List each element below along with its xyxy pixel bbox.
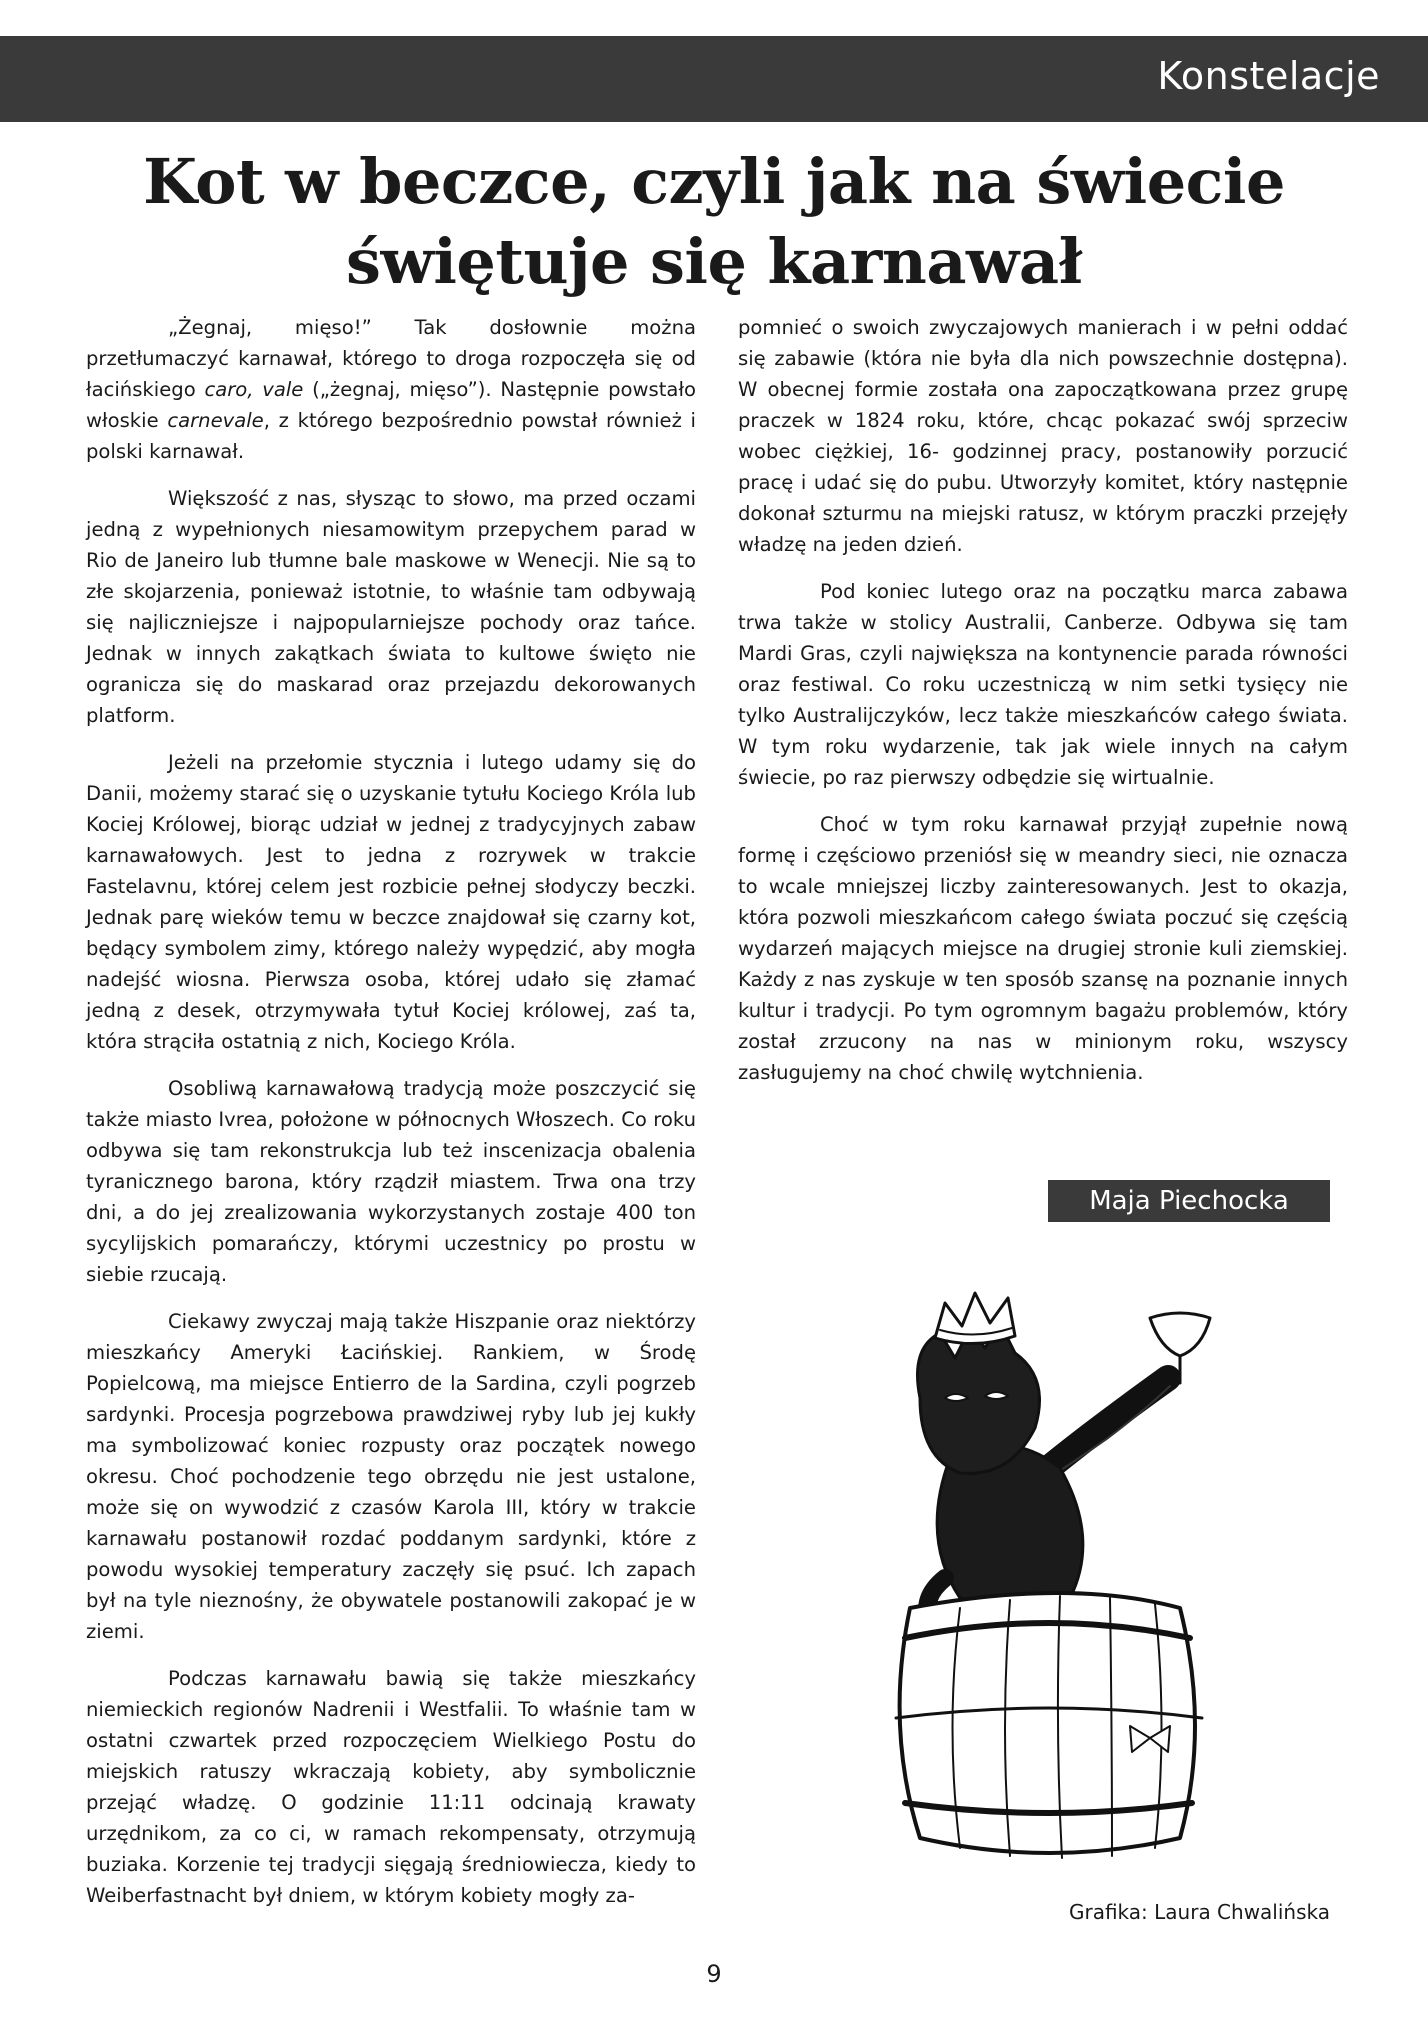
cat-in-barrel-illustration [850,1278,1240,1868]
page-number: 9 [706,1960,722,1988]
section-header-bar [0,36,1428,122]
paragraph: Jeżeli na przełomie stycznia i lutego udamy się do Danii, możemy starać się o uzyskanie tytułu Kociego Króla lub Kociej Królowej, biorąc udział w jednej z tradycyjnych zabaw karnawałowych. Jest to jedna z rozrywek w trakcie Fastelavnu, której celem jest rozbicie pełnej słodyczy beczki. Jednak parę wieków temu w beczce znajdował się czarny kot, będący symbolem zimy, którego należy wypędzić, aby mogła nadejść wiosna. Pierwsza osoba, której udało się złamać jedną z desek, otrzymywała tytuł Kociej królowej, zaś ta, która strąciła ostatnią z nich, Kociego Króla. [86,751,696,1053]
author-badge: Maja Piechocka [1048,1180,1330,1222]
illustration-credit: Grafika: Laura Chwalińska [1068,1900,1330,1924]
article-title: Kot w beczce, czyli jak na świecie świętuje się karnawał [143,145,1285,298]
paragraph: Większość z nas, słysząc to słowo, ma przed oczami jedną z wypełnionych niesamowitym przepychem parad w Rio de Janeiro lub tłumne bale maskowe w Wenecji. Nie są to złe skojarzenia, ponieważ istotnie, to właśnie tam odbywają się najliczniejsze i najpopularniejsze pochody oraz tańce. Jednak w innych zakątkach świata to kultowe święto nie ogranicza się do maskarad oraz przejazdu dekorowanych platform. [86,487,696,727]
paragraph: Pod koniec lutego oraz na początku marca zabawa trwa także w stolicy Australii, Canberze. Odbywa się tam Mardi Gras, czyli największa na kontynencie parada równości oraz festiwal. Co roku uczestniczą w nim setki tysięcy nie tylko Australijczyków, lecz także mieszkańców całego świata. W tym roku wydarzenie, tak jak wiele innych na całym świecie, po raz pierwszy odbędzie się wirtualnie. [738,580,1348,789]
paragraph: Choć w tym roku karnawał przyjął zupełnie nową formę i częściowo przeniósł się w meandry sieci, nie oznacza to wcale mniejszej liczby zainteresowanych. Jest to okazja, która pozwoli mieszkańcom całego świata poczuć się częścią wydarzeń mających miejsce na drugiej stronie kuli ziemskiej. Każdy z nas zyskuje w ten sposób szansę na poznanie innych kultur i tradycji. Po tym ogromnym bagażu problemów, który został zrzucony na nas w minionym roku, wszyscy zasługujemy na choć chwilę wytchnienia. [738,813,1348,1084]
article-column-right [738,312,1348,1104]
paragraph: pomnieć o swoich zwyczajowych manierach i w pełni oddać się zabawie (która nie była dla nich powszechnie dostępna). W obecnej formie została ona zapoczątkowana przez grupę praczek w 1824 roku, które, chcąc pokazać swój sprzeciw wobec ciężkiej, 16- godzinnej pracy, postanowiły porzucić pracę i udać się do pubu. Utworzyły komitet, który następnie dokonał szturmu na miejski ratusz, w którym praczki przejęły władzę na jeden dzień. [738,316,1348,556]
article-column-left [86,312,696,1927]
paragraph: „Żegnaj, mięso!” Tak dosłownie można przetłumaczyć karnawał, którego to droga rozpoczęła się od łacińskiego caro, vale („żegnaj, mięso”). Następnie powstało włoskie carnevale, z którego bezpośrednio powstał również i polski karnawał. [86,316,696,463]
paragraph: Osobliwą karnawałową tradycją może poszczycić się także miasto Ivrea, położone w północnych Włoszech. Co roku odbywa się tam rekonstrukcja lub też inscenizacja obalenia tyranicznego barona, który rządził miastem. Trwa ona trzy dni, a do jej zrealizowania wykorzystanych zostaje 400 ton sycylijskich pomarańczy, którymi uczestnicy po prostu w siebie rzucają. [86,1077,696,1286]
section-name: Konstelacje [1157,54,1380,98]
paragraph: Podczas karnawału bawią się także mieszkańcy niemieckich regionów Nadrenii i Westfalii. To właśnie tam w ostatni czwartek przed rozpoczęciem Wielkiego Postu do miejskich ratuszy wkraczają kobiety, aby symbolicznie przejąć władzę. O godzinie 11:11 odcinają krawaty urzędnikom, za co ci, w ramach rekompensaty, otrzymują buziaka. Korzenie tej tradycji sięgają średniowiecza, kiedy to Weiberfastnacht był dniem, w którym kobiety mogły za- [86,1667,696,1907]
paragraph: Ciekawy zwyczaj mają także Hiszpanie oraz niektórzy mieszkańcy Ameryki Łacińskiej. Rankiem, w Środę Popielcową, ma miejsce Entierro de la Sardina, czyli pogrzeb sardynki. Procesja pogrzebowa prawdziwej ryby lub jej kukły ma symbolizować koniec rozpusty oraz początek nowego okresu. Choć pochodzenie tego obrzędu nie jest ustalone, może się on wywodzić z czasów Karola III, który w trakcie karnawału postanowił rozdać poddanym sardynki, które z powodu wysokiej temperatury zaczęły się psuć. Ich zapach był na tyle nieznośny, że obywatele postanowili zakopać je w ziemi. [86,1310,696,1643]
